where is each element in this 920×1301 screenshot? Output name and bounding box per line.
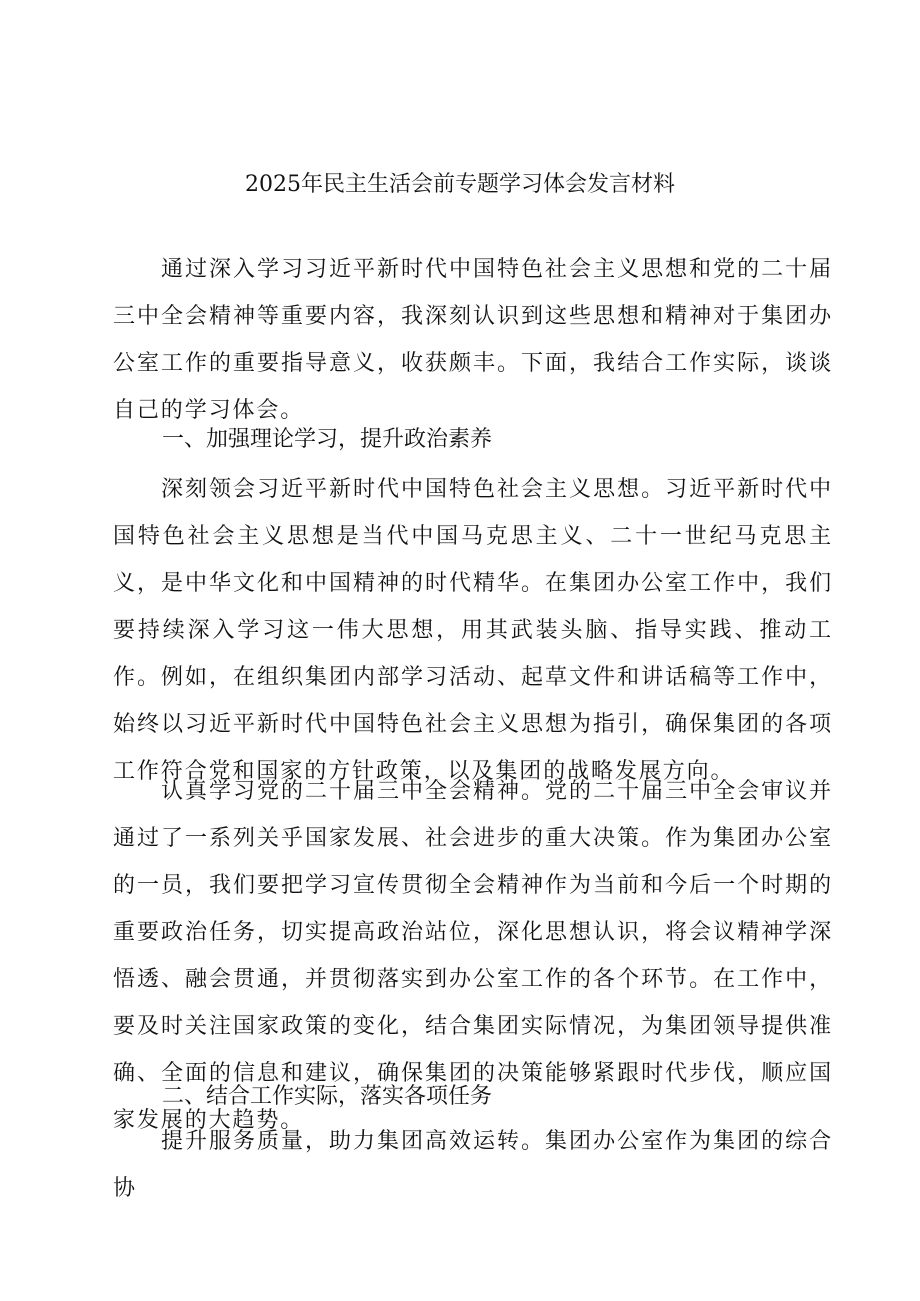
section-heading-1: 一、加强理论学习，提升政治素养	[162, 427, 493, 452]
section2-paragraph-1: 提升服务质量，助力集团高效运转。集团办公室作为集团的综合协	[113, 1129, 833, 1201]
intro-paragraph: 通过深入学习习近平新时代中国特色社会主义思想和党的二十届三中全会精神等重要内容，我深刻认识到这些思想和精神对于集团办公室工作的重要指导意义，收获颇丰。下面，我结合工作实际，谈谈自己的学习体会。	[113, 257, 833, 423]
section-heading-2: 二、结合工作实际，落实各项任务	[162, 1084, 493, 1109]
section1-paragraph-2: 认真学习党的二十届三中全会精神。党的二十届三中全会审议并通过了一系列关乎国家发展、社会进步的重大决策。作为集团办公室的一员，我们要把学习宣传贯彻全会精神作为当前和今后一个时期的重要政治任务，切实提高政治站位，深化思想认识，将会议精神学深悟透、融会贯通，并贯彻落实到办公室工作的各个环节。在工作中，要及时关注国家政策的变化，结合集团实际情况，为集团领导提供准确、全面的信息和建议，确保集团的决策能够紧跟时代步伐，顺应国家发展的大趋势。	[113, 779, 833, 1133]
section1-paragraph-1: 深刻领会习近平新时代中国特色社会主义思想。习近平新时代中国特色社会主义思想是当代中国马克思主义、二十一世纪马克思主义，是中华文化和中国精神的时代精华。在集团办公室工作中，我们要持续深入学习这一伟大思想，用其武装头脑、指导实践、推动工作。例如，在组织集团内部学习活动、起草文件和讲话稿等工作中，始终以习近平新时代中国特色社会主义思想为指引，确保集团的各项工作符合党和国家的方针政策，以及集团的战略发展方向。	[113, 477, 833, 784]
document-title: 2025年民主生活会前专题学习体会发言材料	[245, 172, 675, 197]
